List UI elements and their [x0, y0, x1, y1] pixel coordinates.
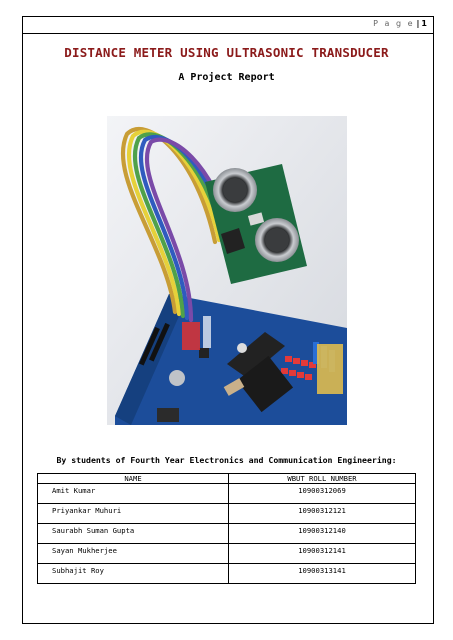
student-name-cell: [38, 564, 229, 584]
student-name: Sayan Mukherjee: [52, 546, 117, 555]
table-row: [38, 504, 416, 524]
roll-number-cell: [229, 484, 416, 504]
student-name: Saurabh Suman Gupta: [52, 526, 135, 535]
student-name: Subhajit Roy: [52, 566, 104, 575]
student-name-cell: [38, 544, 229, 564]
report-subtitle: A Project Report: [178, 72, 275, 83]
table-row: [38, 564, 416, 584]
table-row: [38, 524, 416, 544]
student-name-cell: [38, 504, 229, 524]
student-name-cell: [38, 524, 229, 544]
page-separator: |: [416, 19, 420, 28]
roll-number: 10900312140: [298, 526, 346, 535]
table-header-row: [38, 474, 416, 484]
header-rule: [22, 33, 434, 34]
roll-number: 10900312069: [298, 486, 346, 495]
student-name: Priyankar Muhuri: [52, 506, 122, 515]
roll-number: 10900313141: [298, 566, 346, 575]
roll-number: 10900312141: [298, 546, 346, 555]
page-number-value: 1: [421, 19, 427, 28]
page-label: P a g e: [373, 19, 415, 28]
roll-number-cell: [229, 504, 416, 524]
table-row: [38, 484, 416, 504]
table-row: [38, 544, 416, 564]
report-title: DISTANCE METER USING ULTRASONIC TRANSDUCER: [64, 45, 389, 60]
roll-number-cell: [229, 564, 416, 584]
project-photo: [107, 116, 347, 425]
page-number: [373, 19, 427, 28]
column-header-roll: WBUT ROLL NUMBER: [229, 474, 416, 484]
roll-number-cell: [229, 524, 416, 544]
student-table: [37, 473, 416, 584]
roll-number-cell: [229, 544, 416, 564]
column-header-name: NAME: [38, 474, 229, 484]
student-name: Amit Kumar: [52, 486, 96, 495]
byline: By students of Fourth Year Electronics and Communication Engineering:: [56, 455, 397, 465]
student-name-cell: [38, 484, 229, 504]
roll-number: 10900312121: [298, 506, 346, 515]
